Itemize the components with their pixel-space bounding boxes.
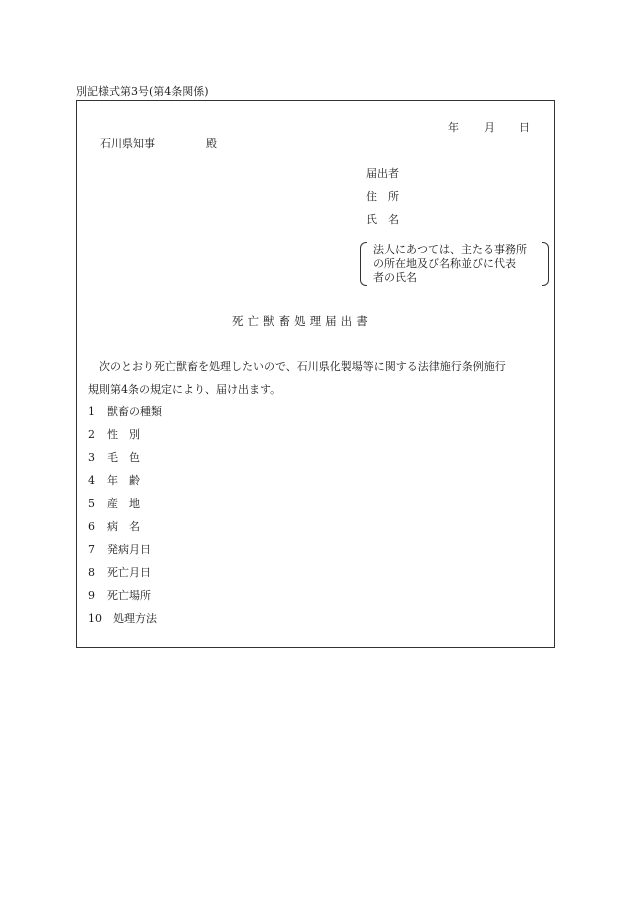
item-label: 産 地: [107, 497, 140, 510]
addressee-name: 石川県知事: [100, 137, 155, 150]
item-number: 8: [88, 566, 95, 579]
item-label: 発病月日: [107, 543, 151, 556]
item-number: 4: [88, 474, 95, 487]
item-number: 6: [88, 520, 95, 533]
item-number: 3: [88, 451, 95, 464]
applicant-name-label: 氏 名: [366, 213, 399, 226]
item-number: 1: [88, 405, 95, 418]
item-label: 病 名: [107, 520, 140, 533]
item-label: 処理方法: [113, 612, 157, 625]
corporate-note: [360, 242, 549, 286]
right-bracket: [542, 242, 549, 286]
date-day: 日: [519, 121, 530, 134]
date-year: 年: [448, 121, 459, 134]
applicant-address-label: 住 所: [366, 190, 399, 203]
item-number: 10: [88, 612, 102, 625]
corporate-note-text: [373, 243, 543, 285]
item-number: 5: [88, 497, 95, 510]
note-line: の所在地及び名称並びに代表: [373, 257, 516, 270]
item-label: 年 齢: [107, 474, 140, 487]
item-label: 死亡場所: [107, 589, 151, 602]
item-label: 毛 色: [107, 451, 140, 464]
item-number: 9: [88, 589, 95, 602]
item-label: 性 別: [107, 428, 140, 441]
document-title: 死亡獣畜処理届出書: [232, 314, 372, 328]
left-bracket: [360, 242, 367, 286]
item-number: 2: [88, 428, 95, 441]
note-line: 者の氏名: [373, 271, 417, 284]
item-label: 獣畜の種類: [107, 405, 162, 418]
note-line: 法人にあつては、主たる事務所: [373, 243, 527, 256]
body-line-2: 規則第4条の規定により、届け出ます。: [88, 383, 282, 396]
applicant-label: 届出者: [366, 167, 399, 180]
addressee-honorific: 殿: [206, 137, 217, 150]
body-line-1: 次のとおり死亡獣畜を処理したいので、石川県化製場等に関する法律施行条例施行: [99, 360, 506, 373]
item-number: 7: [88, 543, 95, 556]
form-reference: 別記様式第3号(第4条関係): [76, 85, 209, 98]
date-month: 月: [484, 121, 495, 134]
item-label: 死亡月日: [107, 566, 151, 579]
